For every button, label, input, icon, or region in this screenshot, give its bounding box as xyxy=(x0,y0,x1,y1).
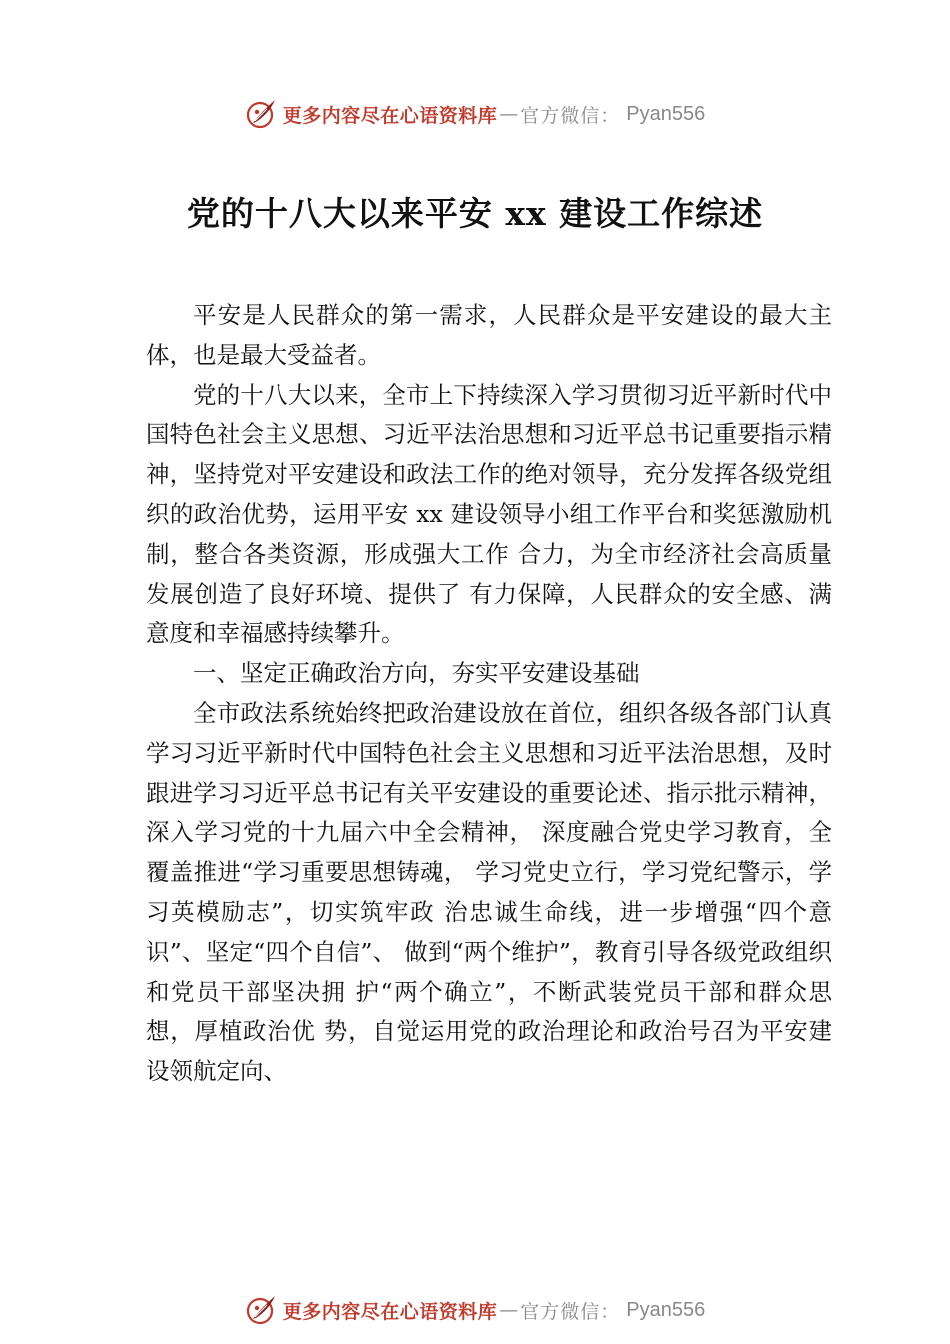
document-title: 党的十八大以来平安 xx 建设工作综述 xyxy=(186,194,764,233)
banner-main-text: 更多内容尽在心语资料库 xyxy=(282,104,498,127)
banner-separator: — xyxy=(499,103,519,125)
footer-banner xyxy=(0,1290,950,1330)
paragraph-section-one: 全市政法系统始终把政治建设放在首位，组织各级各部门认真学习习近平新时代中国特色社会主义思想和习近平法治思想，及时跟进学习习近平总书记有关平安建设的重要论述、指示批示精神，深入学习党的十九届六中全会精神， 深度融合党史学习教育，全覆盖推进“学习重要思想铸魂， 学习党史立行，学习党纪警示，学习英模励志”，切实筑牢政 治忠诚生命线，进一步增强“四个意识”、坚定“四个自信”、 做到“两个维护”，教育引导各级党政组织和党员干部坚决拥 护“两个确立”，不断武装党员干部和群众思想，厚植政治优 势，自觉运用党的政治理论和政治号召为平安建设领航定向、 xyxy=(146,698,832,1086)
header-banner xyxy=(0,94,950,134)
quill-pen-seal-icon xyxy=(245,97,279,131)
document-body xyxy=(146,296,832,1092)
paragraph-overview: 党的十八大以来，全市上下持续深入学习贯彻习近平新时代中国特色社会主义思想、习近平法治思想和习近平总书记重要指示精神，坚持党对平安建设和政法工作的绝对领导，充分发挥各级党组织的政治优势，运用平安 xx 建设领导小组工作平台和奖惩激励机制，整合各类资源，形成强大工作 合力，为全市经济社会高质量发展创造了良好环境、提供了 有力保障，人民群众的安全感、满意度和幸福感持续攀升。 xyxy=(146,380,832,648)
banner-main-text: 更多内容尽在心语资料库 xyxy=(282,1300,498,1323)
section-heading-one: 一、坚定正确政治方向，夯实平安建设基础 xyxy=(193,659,640,688)
banner-separator: — xyxy=(499,1299,519,1321)
quill-pen-seal-icon xyxy=(245,1293,279,1327)
banner-wechat-label: 官方微信： xyxy=(520,1300,621,1323)
banner-wechat-id: Pyan556 xyxy=(626,1298,706,1321)
paragraph-intro: 平安是人民群众的第一需求，人民群众是平安建设的最大主体，也是最大受益者。 xyxy=(146,301,832,369)
banner-wechat-id: Pyan556 xyxy=(626,102,706,125)
banner-wechat-label: 官方微信： xyxy=(520,104,621,127)
